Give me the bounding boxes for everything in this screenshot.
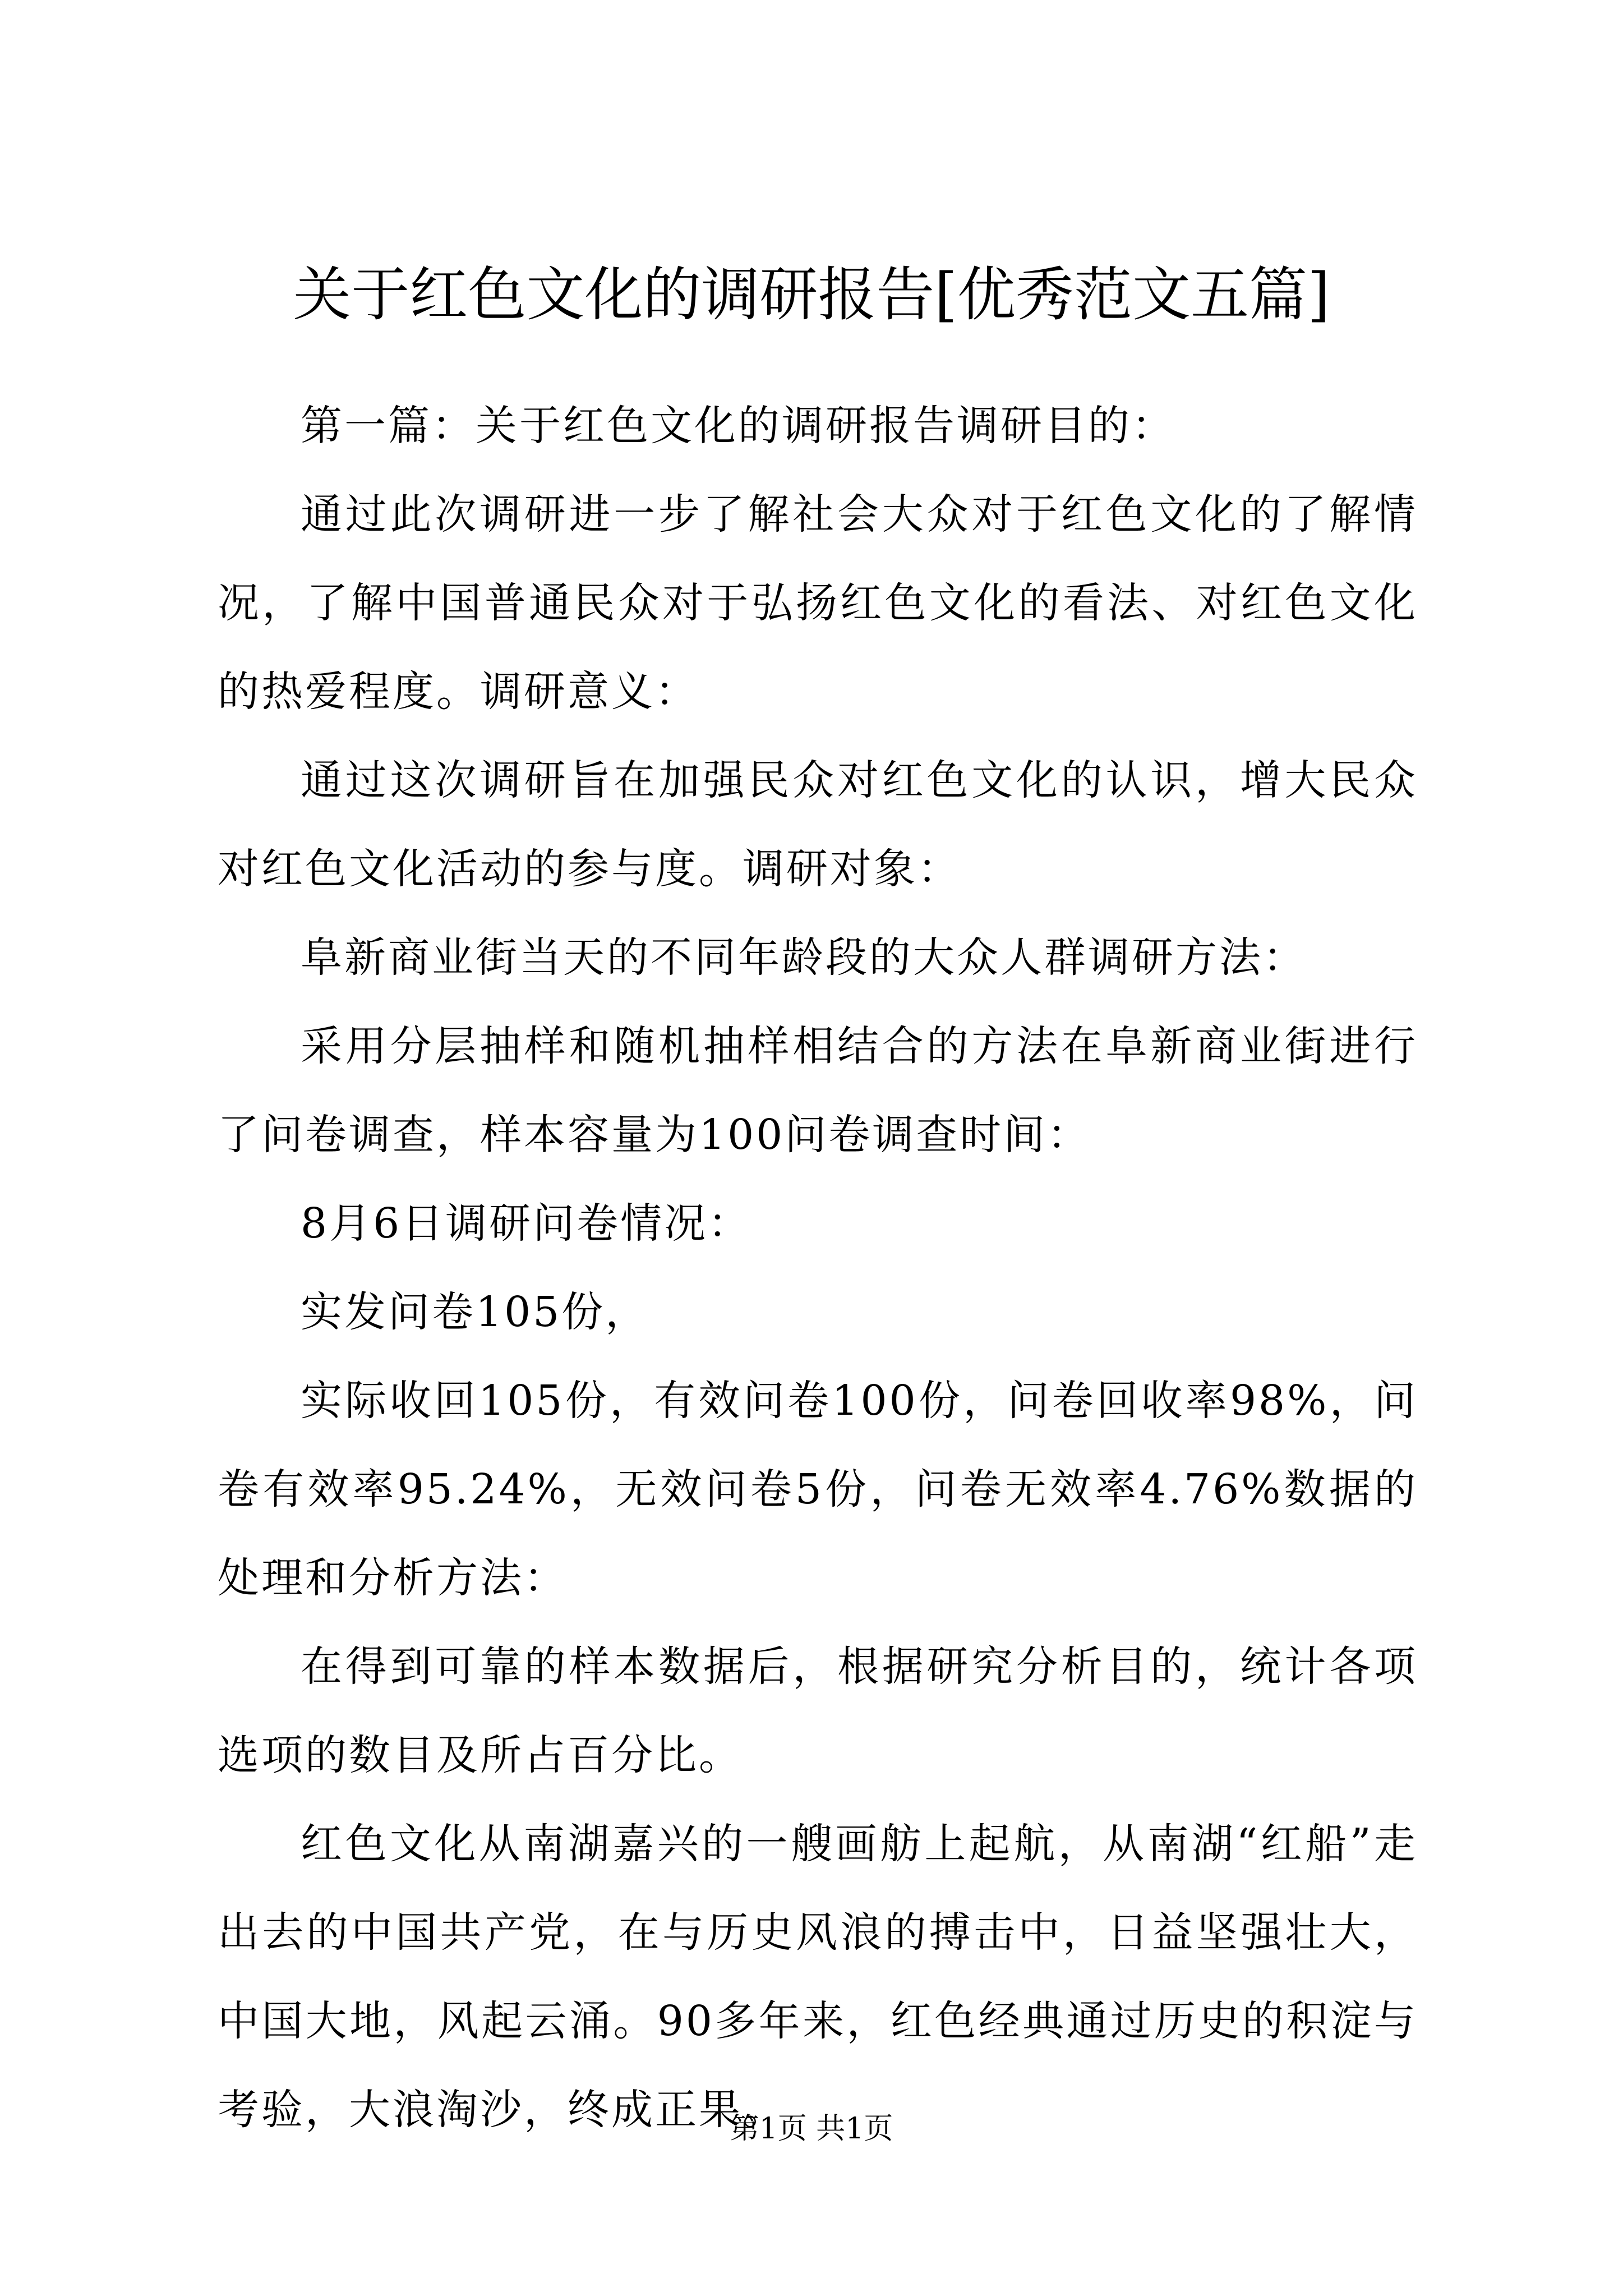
paragraph-9: 在得到可靠的样本数据后，根据研究分析目的，统计各项选项的数目及所占百分比。: [218, 1642, 1418, 1779]
paragraph-10: 红色文化从南湖嘉兴的一艘画舫上起航，从南湖“红船”走出去的中国共产党，在与历史风浪的搏击中，日益坚强壮大，中国大地，风起云涌。90多年来，红色经典通过历史的积淀与考验，大浪淘沙，终成正果。: [218, 1820, 1418, 2134]
paragraph-7: 实发问卷105份，: [301, 1288, 649, 1336]
paragraph-3: 通过这次调研旨在加强民众对红色文化的认识，增大民众对红色文化活动的参与度。调研对象：: [218, 756, 1418, 893]
paragraph-2: 通过此次调研进一步了解社会大众对于红色文化的了解情况，了解中国普通民众对于弘扬红色文化的看法、对红色文化的热爱程度。调研意义：: [218, 490, 1418, 716]
document-body: [218, 381, 1418, 2154]
paragraph-4: 阜新商业街当天的不同年龄段的大众人群调研方法：: [301, 933, 1307, 982]
paragraph-1: 第一篇：关于红色文化的调研报告调研目的：: [301, 402, 1175, 450]
paragraph-6: 8月6日调研问卷情况：: [301, 1199, 752, 1248]
paragraph-5: 采用分层抽样和随机抽样相结合的方法在阜新商业街进行了问卷调查，样本容量为100问卷调查时间：: [218, 1022, 1418, 1159]
paragraph-8: 实际收回105份，有效问卷100份，问卷回收率98%，问卷有效率95.24%，无效问卷5份，问卷无效率4.76%数据的处理和分析方法：: [218, 1377, 1418, 1602]
document-title: 关于红色文化的调研报告[优秀范文五篇]: [293, 260, 1330, 329]
page-footer: 第1页 共1页: [730, 2112, 893, 2146]
